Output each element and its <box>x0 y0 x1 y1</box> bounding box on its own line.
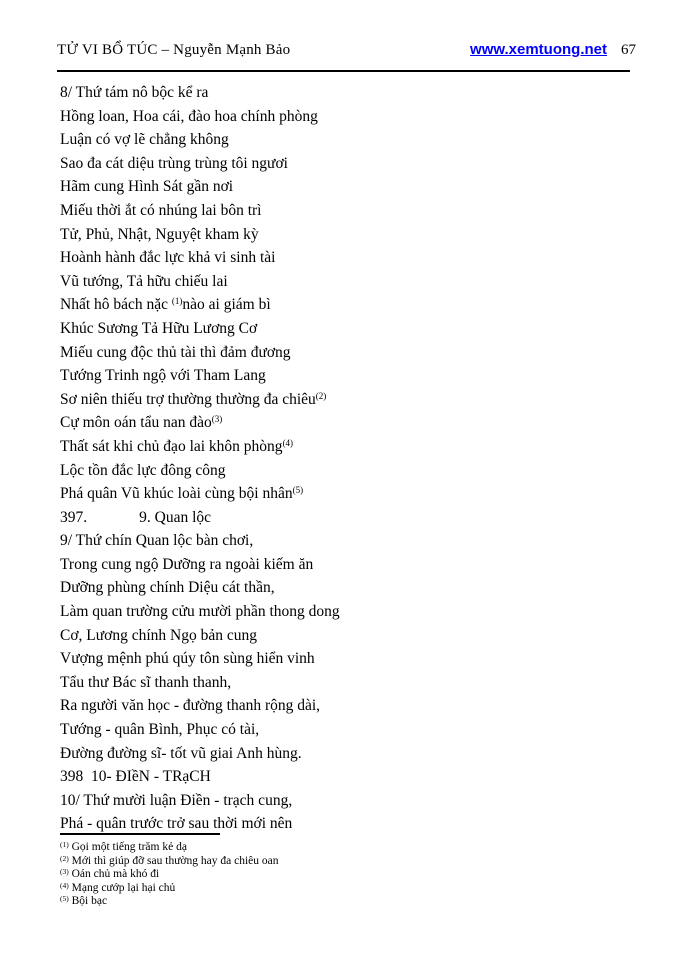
footnote-divider <box>60 833 220 835</box>
poem-line: Đường đường sĩ- tốt vũ giai Anh hùng. <box>60 744 302 762</box>
poem-line: 10/ Thứ mười luận Điền - trạch cung, <box>60 791 293 809</box>
poem-line: Hoành hành đắc lực khả vi sinh tài <box>60 249 276 267</box>
poem-line: 397. 9. Quan lộc <box>60 508 212 526</box>
poem-line: 8/ Thứ tám nô bộc kể ra <box>60 84 209 101</box>
footnote: $^{(1)}$ Gọi một tiếng trăm kẻ dạ <box>60 840 187 853</box>
poem-line: 398 10- ĐIềN - TRạCH <box>60 768 211 786</box>
poem-line: Trong cung ngộ Dưỡng ra ngoài kiếm ăn <box>60 555 314 573</box>
footnote-reference: (2) <box>315 390 327 401</box>
poem-line: Hồng loan, Hoa cái, đào hoa chính phòng <box>60 107 318 125</box>
poem-line: Tẩu thư Bác sĩ thanh thanh, <box>60 673 232 691</box>
footnote: $^{(2)}$ Mới thì giúp đỡ sau thường hay đa chiêu oan <box>60 853 279 867</box>
footnote-reference: (4) <box>282 437 294 448</box>
footnote-reference: (1) <box>171 296 183 307</box>
header-right <box>470 41 636 59</box>
poem-line: Cơ, Lương chính Ngọ bản cung <box>60 626 257 644</box>
poem-line: Khúc Sương Tả Hữu Lương Cơ <box>60 319 258 337</box>
footnote-marker: (2) <box>60 853 69 863</box>
poem-line: 9/ Thứ chín Quan lộc bàn chơi, <box>60 532 254 550</box>
footnote-reference: (5) <box>292 485 304 496</box>
header-divider <box>57 70 630 72</box>
poem-line: Hãm cung Hình Sát gần nơi <box>60 178 234 196</box>
footnote-marker: (1) <box>60 840 69 849</box>
poem-line: Tướng Trinh ngộ với Tham Lang <box>60 367 266 385</box>
poem-line: Miếu cung độc thủ tài thì đảm đương <box>60 343 291 361</box>
poem-line: Phá quân Vũ khúc loài cùng bội nhân$^{(5)}$ <box>60 485 304 503</box>
footnote-marker: (5) <box>60 894 69 903</box>
poem-line: Thất sát khi chủ đạo lai khôn phòng$^{(4)}$ <box>60 437 294 455</box>
poem-line: Vũ tướng, Tả hữu chiếu lai <box>60 272 228 290</box>
poem-line: Miếu thời ắt có nhúng lai bôn trì <box>60 201 262 219</box>
poem-line: Sao đa cát diệu trùng trùng tôi ngươi <box>60 154 288 172</box>
poem-line: Luận có vợ lẽ chẳng không <box>60 131 229 149</box>
poem-line: Nhất hô bách nặc $^{(1)}$nào ai giám bì <box>60 296 271 314</box>
footnote-marker: (3) <box>60 867 69 876</box>
poem-line: Sơ niên thiếu trợ thường thường đa chiêu$^{(2)}$ <box>60 390 327 408</box>
footnote-list <box>60 841 641 909</box>
page-number: 67 <box>621 42 636 58</box>
footnote: $^{(5)}$ Bội bạc <box>60 894 108 907</box>
footnote-reference: (3) <box>211 414 223 425</box>
poem-line: Tướng - quân Bình, Phục có tài, <box>60 721 260 739</box>
poem-line: Phá - quân trước trở sau thời mới nên <box>60 815 293 833</box>
poem-line: Cự môn oán tẩu nan đào$^{(3)}$ <box>60 414 223 432</box>
poem-line: Vượng mệnh phú qúy tôn sùng hiển vinh <box>60 650 315 668</box>
footnote-marker: (4) <box>60 880 69 890</box>
poem-line: Làm quan trường cửu mười phần thong dong <box>60 603 340 621</box>
poem-line: Ra người văn học - đường thanh rộng dài, <box>60 697 321 715</box>
page-header <box>57 41 636 59</box>
poem-line: Lộc tồn đắc lực đông công <box>60 461 226 479</box>
book-title: TỬ VI BỔ TÚC – Nguyễn Mạnh Bảo <box>57 42 291 58</box>
poem-line: Tử, Phủ, Nhật, Nguyệt kham kỳ <box>60 225 259 243</box>
website-link[interactable]: www.xemtuong.net <box>470 41 607 58</box>
footnote: $^{(4)}$ Mạng cướp lại hại chủ <box>60 880 176 894</box>
footnote: $^{(3)}$ Oán chủ mà khó đi <box>60 867 160 880</box>
poem-line: Dưỡng phùng chính Diệu cát thần, <box>60 579 275 597</box>
poem-text-block <box>60 81 641 836</box>
footnotes-block <box>60 833 641 909</box>
